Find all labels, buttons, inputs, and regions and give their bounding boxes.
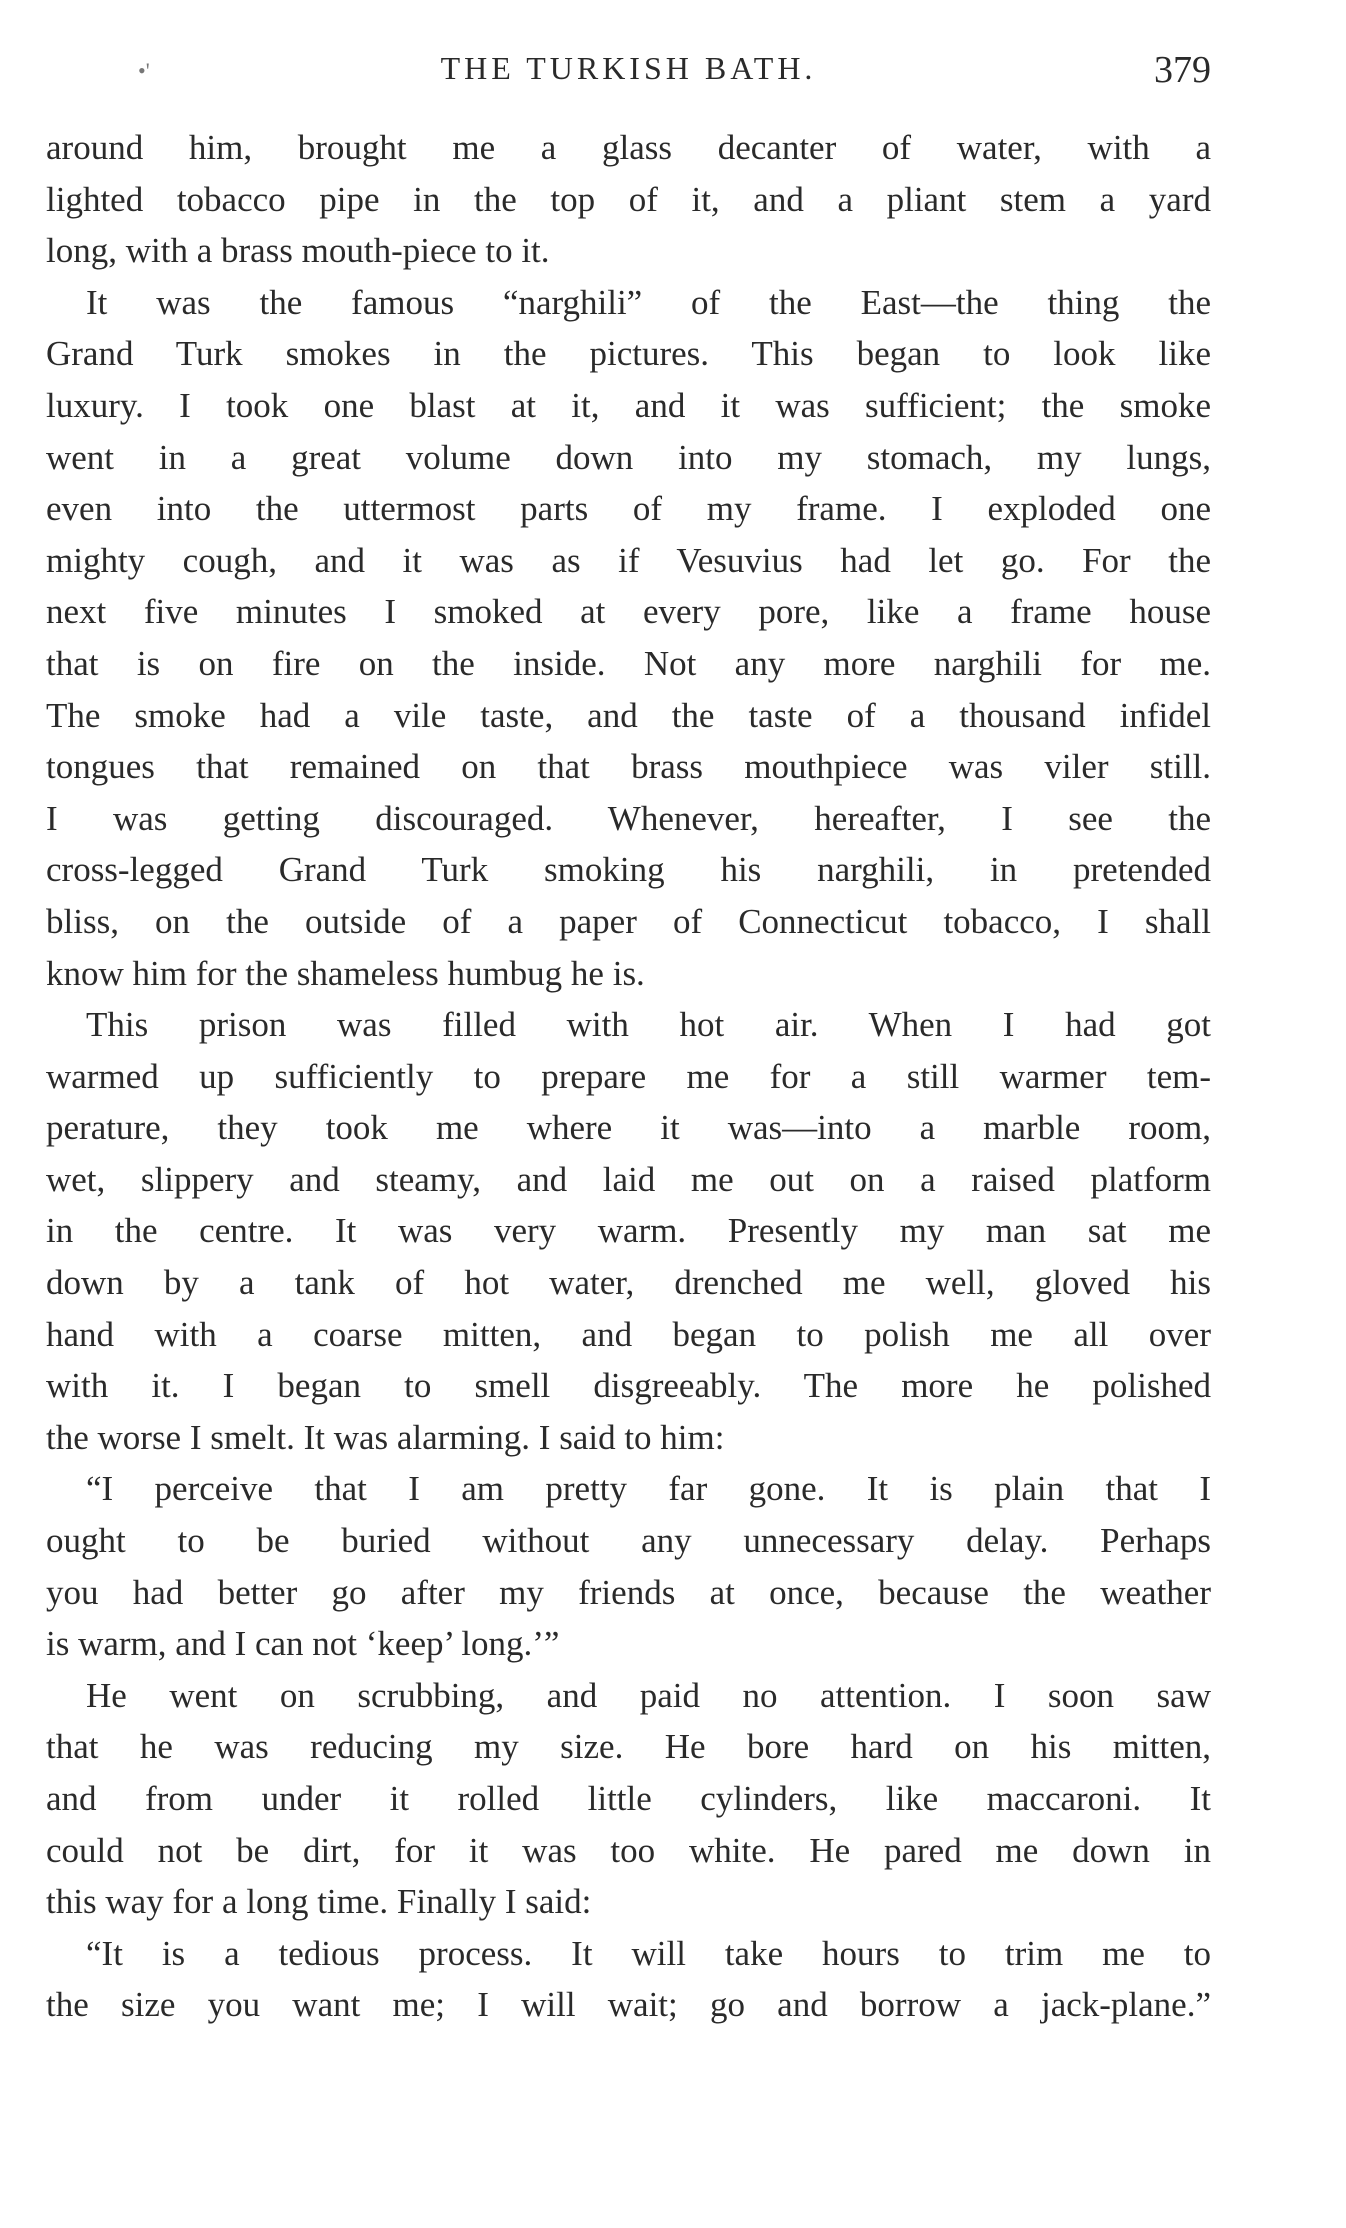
text-line: with it. I began to smell disgreeably. The more he polished xyxy=(46,1366,1211,1406)
text-line: wet, slippery and steamy, and laid me out on a raised platform xyxy=(46,1159,1211,1199)
text-line: He went on scrubbing, and paid no attention. I soon saw xyxy=(86,1675,1211,1715)
text-line: could not be dirt, for it was too white. He pared me down in xyxy=(46,1830,1211,1870)
page-number: 379 xyxy=(1154,49,1211,91)
body-text xyxy=(46,122,1211,2031)
text-line: that he was reducing my size. He bore hard on his mitten, xyxy=(46,1727,1211,1767)
text-line: bliss, on the outside of a paper of Connecticut tobacco, I shall xyxy=(46,901,1211,941)
text-line: ought to be buried without any unnecessary delay. Perhaps xyxy=(46,1521,1211,1561)
text-line: “It is a tedious process. It will take hours to trim me to xyxy=(86,1933,1211,1973)
text-line: around him, brought me a glass decanter of water, with a xyxy=(46,128,1211,167)
text-line: luxury. I took one blast at it, and it was sufficient; the smoke xyxy=(46,385,1211,425)
text-line: next five minutes I smoked at every pore, like a frame house xyxy=(46,592,1211,632)
header-mark: •' xyxy=(138,58,150,83)
text-line: know him for the shameless humbug he is. xyxy=(46,953,645,993)
text-line: the size you want me; I will wait; go and borrow a jack-plane.” xyxy=(46,1985,1211,2025)
running-head xyxy=(46,44,1211,104)
text-line: down by a tank of hot water, drenched me well, gloved his xyxy=(46,1263,1211,1303)
text-line: this way for a long time. Finally I said: xyxy=(46,1882,592,1922)
text-line: It was the famous “narghili” of the East—the thing the xyxy=(86,282,1211,322)
text-line: and from under it rolled little cylinders, like maccaroni. It xyxy=(46,1779,1211,1818)
text-line: cross-legged Grand Turk smoking his narghili, in pretended xyxy=(46,850,1211,890)
text-line: perature, they took me where it was—into a marble room, xyxy=(46,1108,1211,1148)
text-line: hand with a coarse mitten, and began to polish me all over xyxy=(46,1314,1211,1354)
running-title: THE TURKISH BATH. xyxy=(440,50,817,86)
text-line: you had better go after my friends at once, because the weather xyxy=(46,1572,1211,1612)
text-line: the worse I smelt. It was alarming. I said to him: xyxy=(46,1417,725,1457)
text-line: Grand Turk smokes in the pictures. This began to look like xyxy=(46,334,1211,374)
text-line: warmed up sufficiently to prepare me for a still warmer tem- xyxy=(46,1056,1211,1096)
text-line: even into the uttermost parts of my frame. I exploded one xyxy=(46,489,1211,529)
text-line: tongues that remained on that brass mouthpiece was viler still. xyxy=(46,747,1211,787)
text-line: in the centre. It was very warm. Presently my man sat me xyxy=(46,1211,1211,1251)
text-line: mighty cough, and it was as if Vesuvius had let go. For the xyxy=(46,540,1211,580)
text-line: “I perceive that I am pretty far gone. It is plain that I xyxy=(86,1469,1211,1509)
text-line: The smoke had a vile taste, and the taste of a thousand infidel xyxy=(46,695,1211,735)
text-line: long, with a brass mouth-piece to it. xyxy=(46,231,550,271)
text-line: I was getting discouraged. Whenever, hereafter, I see the xyxy=(46,798,1211,838)
text-line: lighted tobacco pipe in the top of it, and a pliant stem a yard xyxy=(46,179,1211,219)
text-line: is warm, and I can not ‘keep’ long.’” xyxy=(46,1624,560,1664)
text-line: This prison was filled with hot air. When I had got xyxy=(86,1005,1211,1045)
text-line: that is on fire on the inside. Not any more narghili for me. xyxy=(46,643,1211,683)
text-line: went in a great volume down into my stomach, my lungs, xyxy=(46,437,1211,477)
